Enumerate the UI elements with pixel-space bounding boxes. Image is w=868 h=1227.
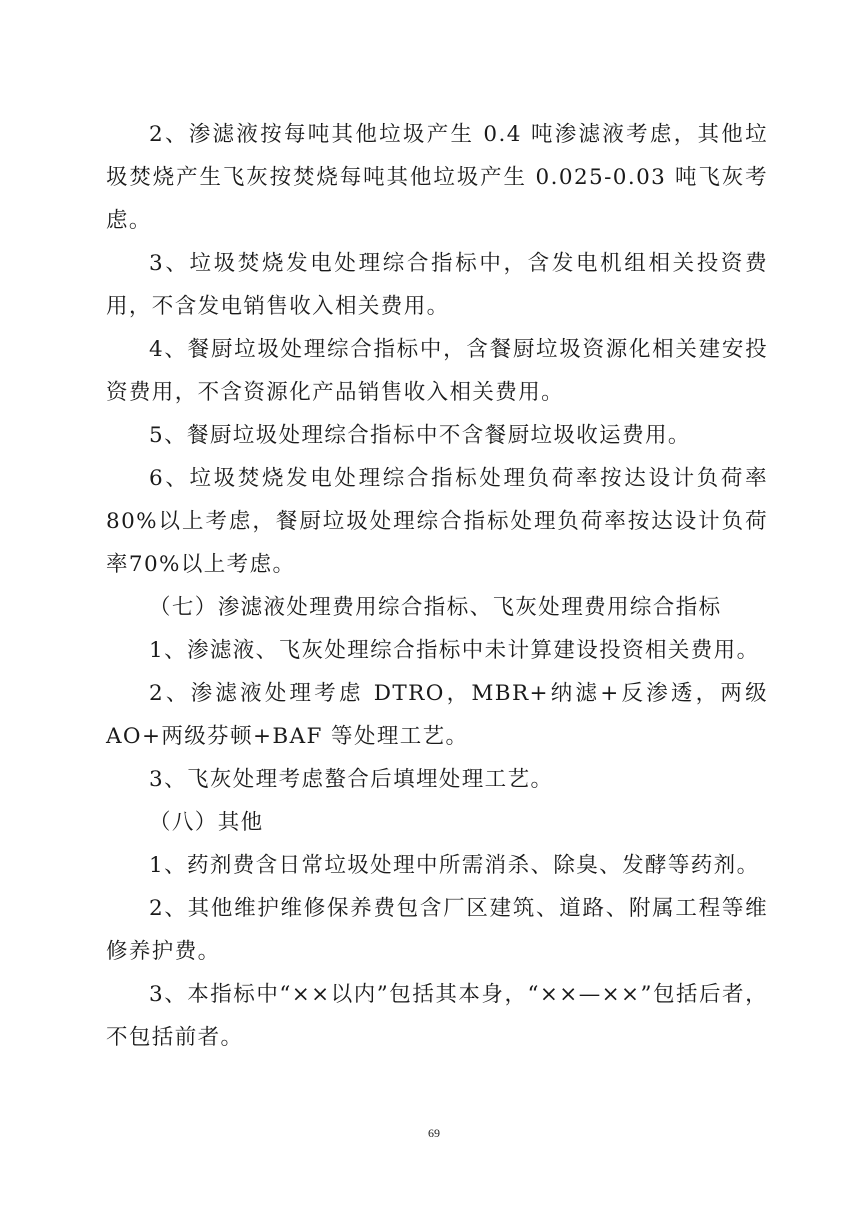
paragraph-kitchen-waste-investment: 4、餐厨垃圾处理综合指标中，含餐厨垃圾资源化相关建安投资费用，不含资源化产品销售收入相关费用。 xyxy=(106,337,768,405)
paragraph-load-rate: 6、垃圾焚烧发电处理综合指标处理负荷率按达设计负荷率80%以上考虑，餐厨垃圾处理综合指标处理负荷率按达设计负荷率70%以上考虑。 xyxy=(106,466,768,577)
paragraph-no-construction-costs: 1、渗滤液、飞灰处理综合指标中未计算建设投资相关费用。 xyxy=(149,638,760,663)
paragraph-chemical-costs: 1、药剂费含日常垃圾处理中所需消杀、除臭、发酵等药剂。 xyxy=(149,853,760,878)
section-heading-eight: （八）其他 xyxy=(149,810,264,835)
paragraph-incineration-power-costs: 3、垃圾焚烧发电处理综合指标中，含发电机组相关投资费用，不含发电销售收入相关费用。 xyxy=(106,251,768,319)
paragraph-leachate-processes: 2、渗滤液处理考虑 DTRO，MBR+纳滤+反渗透，两级 AO+两级芬顿+BAF 等处理工艺。 xyxy=(106,681,768,749)
document-body xyxy=(106,113,768,1059)
paragraph-leachate-flyash-rates: 2、渗滤液按每吨其他垃圾产生 0.4 吨渗滤液考虑，其他垃圾焚烧产生飞灰按焚烧每吨其他垃圾产生 0.025-0.03 吨飞灰考虑。 xyxy=(106,122,768,233)
paragraph-kitchen-waste-collection: 5、餐厨垃圾处理综合指标中不含餐厨垃圾收运费用。 xyxy=(149,423,691,448)
paragraph-maintenance-costs: 2、其他维护维修保养费包含厂区建筑、道路、附属工程等维修养护费。 xyxy=(106,896,768,964)
paragraph-flyash-process: 3、飞灰处理考虑螯合后填埋处理工艺。 xyxy=(149,767,554,792)
section-heading-seven: （七）渗滤液处理费用综合指标、飞灰处理费用综合指标 xyxy=(149,595,722,620)
page-number: 69 xyxy=(428,1126,440,1140)
paragraph-range-definition: 3、本指标中“××以内”包括其本身，“××—××”包括后者，不包括前者。 xyxy=(106,982,768,1050)
